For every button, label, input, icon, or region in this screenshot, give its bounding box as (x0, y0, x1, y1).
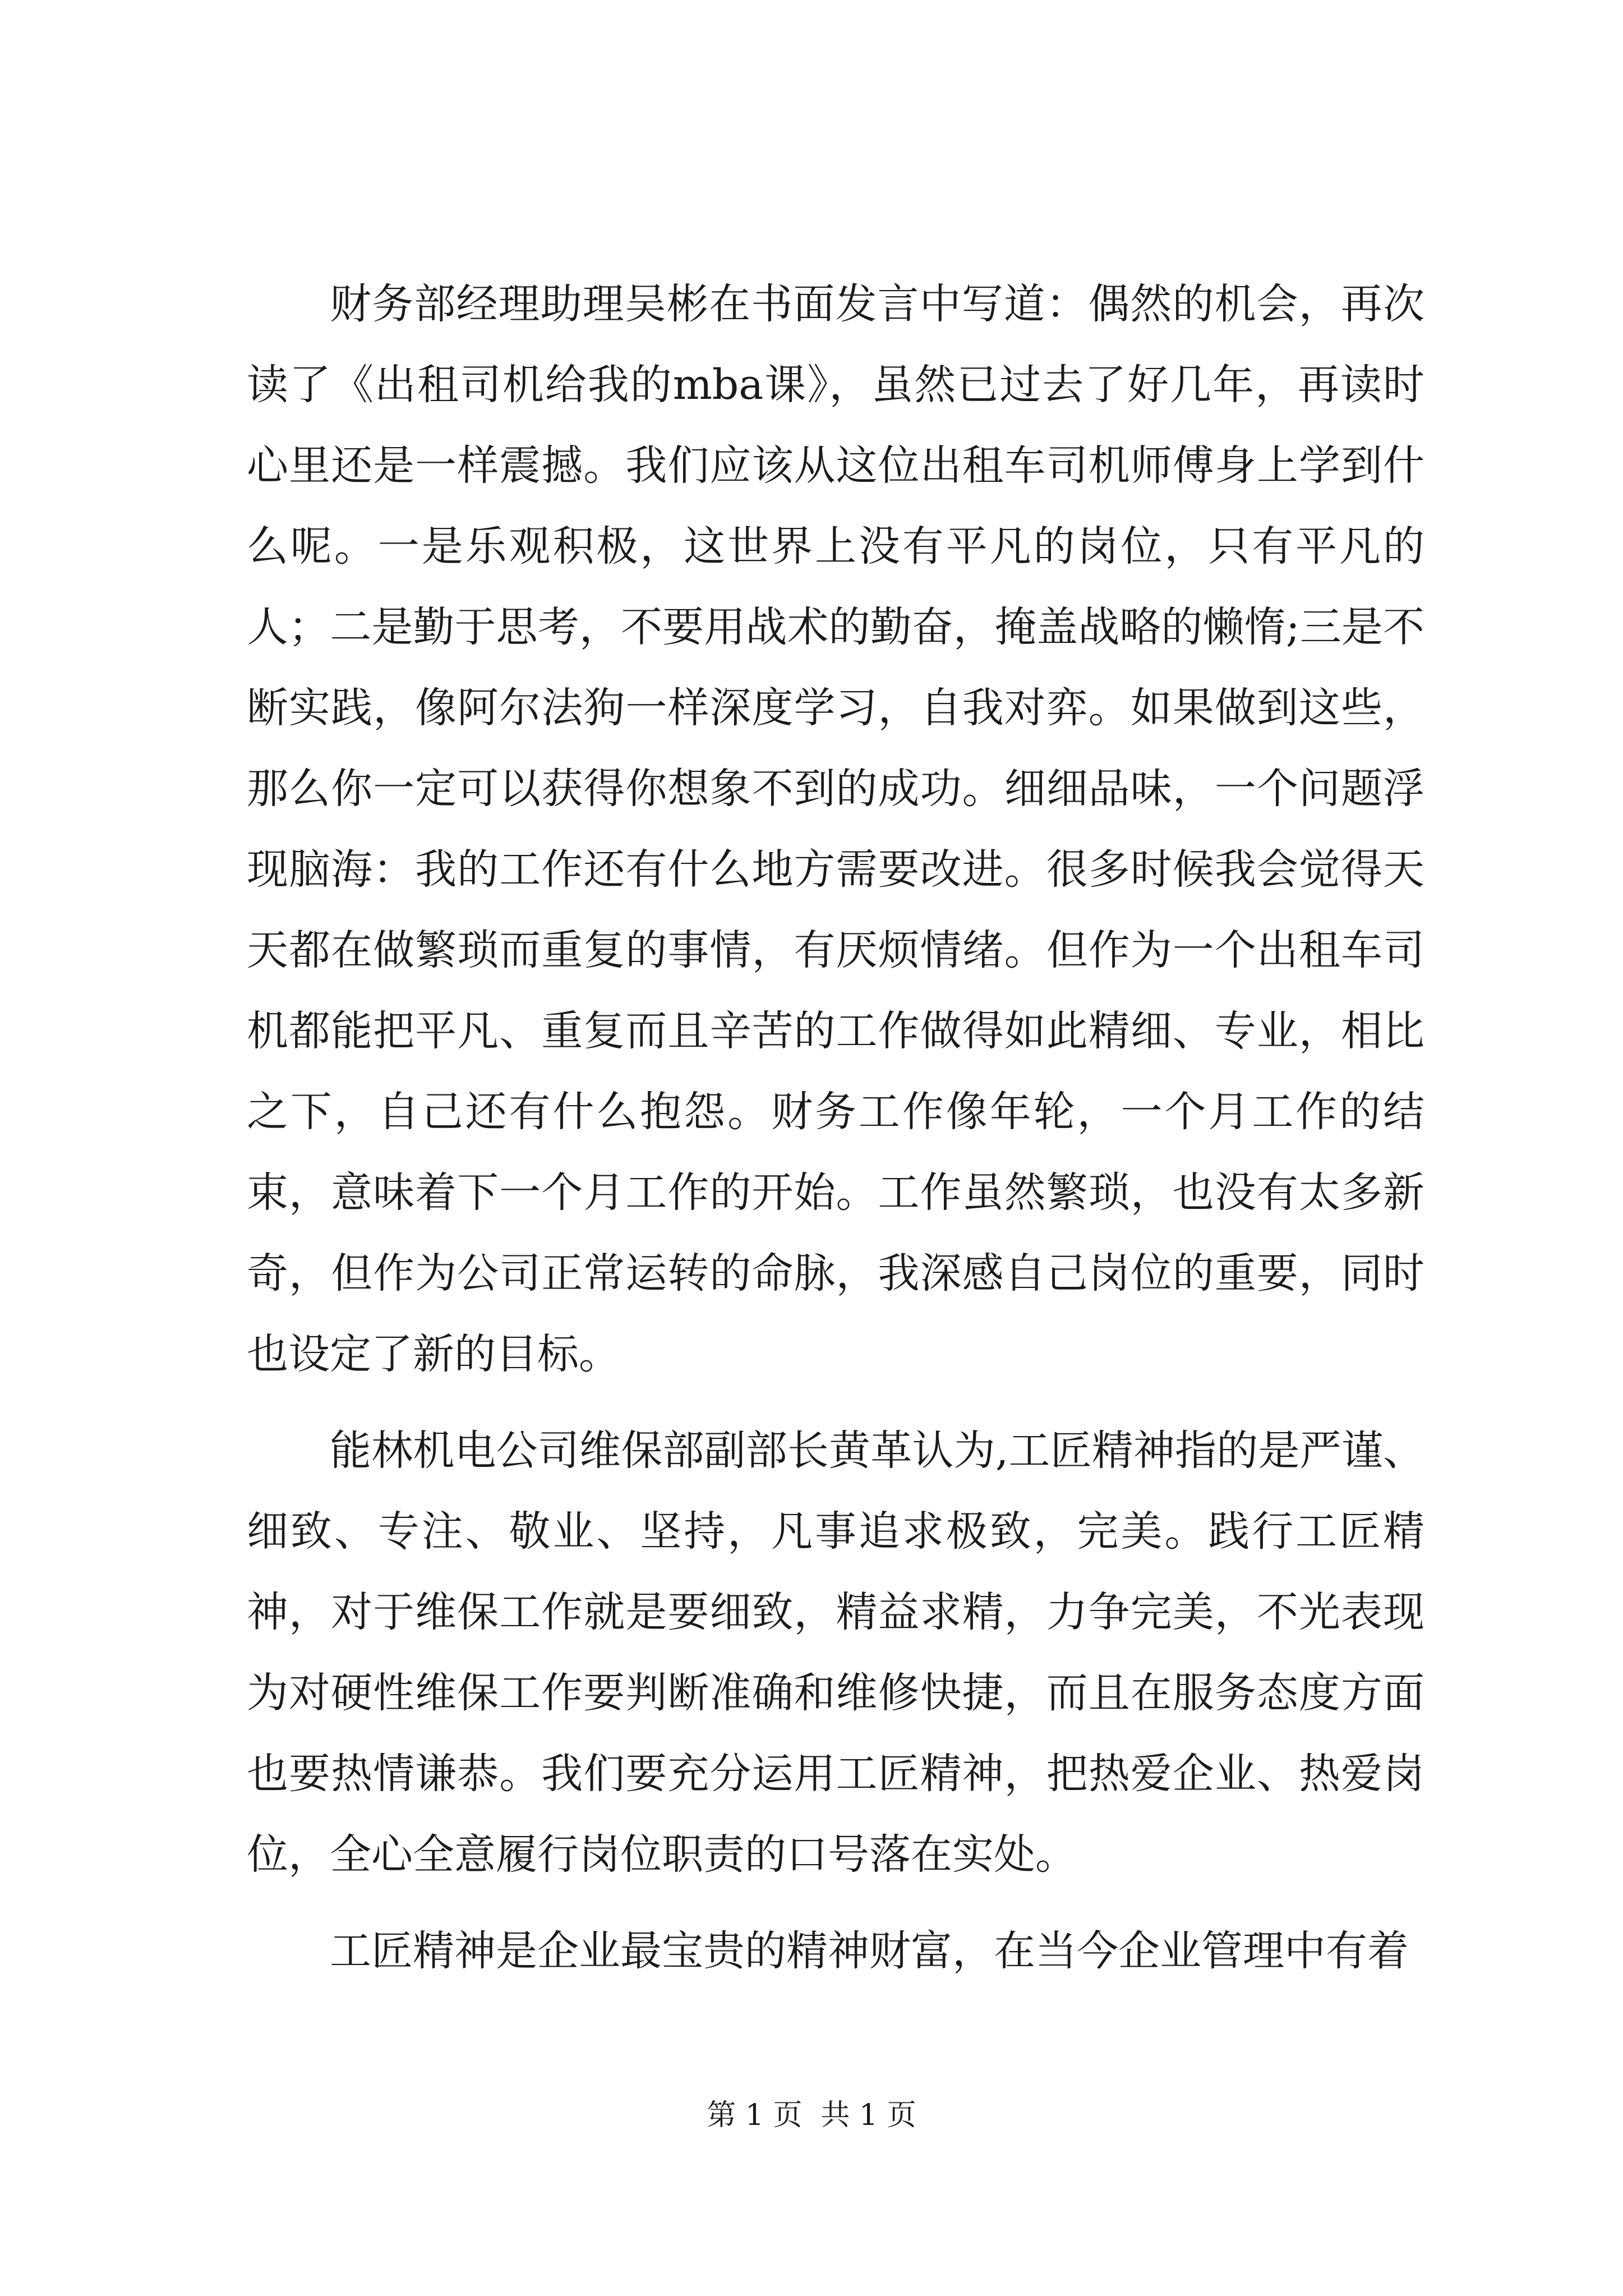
document-body (247, 264, 1424, 2007)
paragraph-2: 能林机电公司维保部副部长黄革认为,工匠精神指的是严谨、细致、专注、敬业、坚持，凡事追求极致，完美。践行工匠精神，对于维保工作就是要细致，精益求精，力争完美，不光表现为对硬性维保工作要判断准确和维修快捷，而且在服务态度方面也要热情谦恭。我们要充分运用工匠精神，把热爱企业、热爱岗位，全心全意履行岗位职责的口号落在实处。 (247, 1427, 1424, 1879)
page-number: 第 1 页 共 1 页 (707, 2099, 916, 2132)
paragraph-3: 工匠精神是企业最宝贵的精神财富，在当今企业管理中有着 (330, 1927, 1409, 1975)
paragraph-1: 财务部经理助理吴彬在书面发言中写道：偶然的机会，再次读了《出租司机给我的mba课》，虽然已过去了好几年，再读时心里还是一样震撼。我们应该从这位出租车司机师傅身上学到什么呢。一是乐观积极，这世界上没有平凡的岗位，只有平凡的人；二是勤于思考，不要用战术的勤奋，掩盖战略的懒惰;三是不断实践，像阿尔法狗一样深度学习，自我对弈。如果做到这些，那么你一定可以获得你想象不到的成功。细细品味，一个问题浮现脑海：我的工作还有什么地方需要改进。很多时候我会觉得天天都在做繁琐而重复的事情，有厌烦情绪。但作为一个出租车司机都能把平凡、重复而且辛苦的工作做得如此精细、专业，相比之下，自己还有什么抱怨。财务工作像年轮，一个月工作的结束，意味着下一个月工作的开始。工作虽然繁琐，也没有太多新奇，但作为公司正常运转的命脉，我深感自己岗位的重要，同时也设定了新的目标。 (247, 280, 1424, 1378)
page-footer (0, 2095, 1623, 2136)
